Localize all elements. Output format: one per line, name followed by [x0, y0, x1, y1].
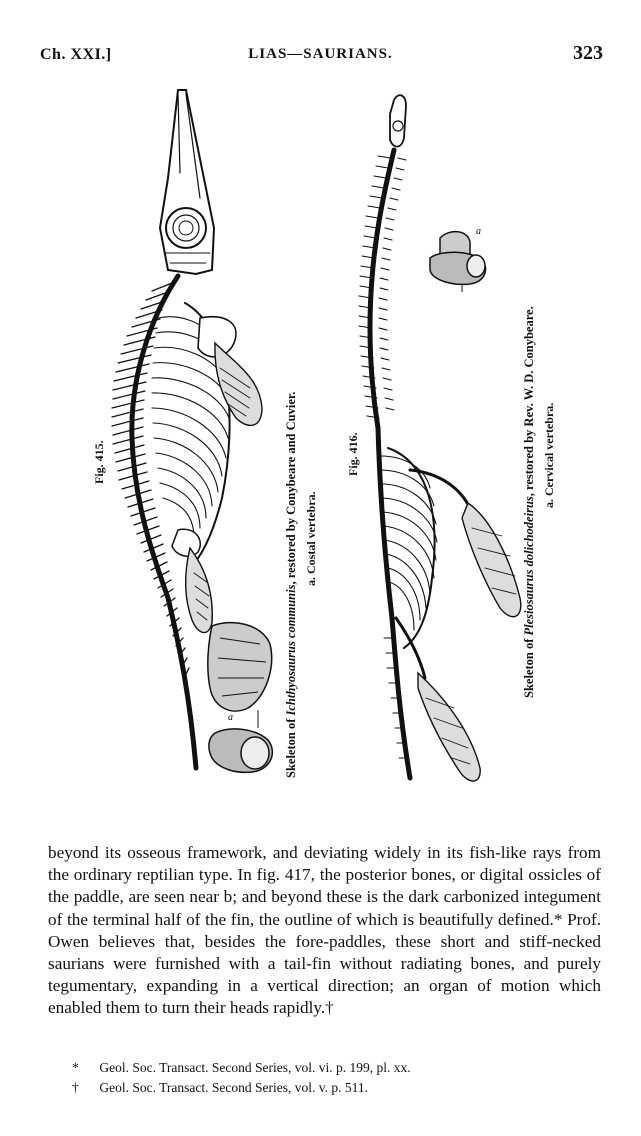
- figure-416-subcaption: a. Cervical vertebra.: [542, 402, 556, 508]
- species-name: Plesiosaurus dolichodeirus: [522, 496, 536, 636]
- footnote-text: Geol. Soc. Transact. Second Series, vol. vi. p. 199, pl. xx.: [99, 1060, 411, 1075]
- costal-vertebra-inset: [208, 623, 273, 773]
- caption-prefix: Skeleton of: [522, 635, 536, 698]
- caption-suffix: , restored by Conybeare and Cuvier.: [284, 391, 298, 585]
- plesiosaurus-skeleton: [359, 95, 521, 781]
- figure-415-subcaption: a. Costal vertebra.: [304, 491, 318, 586]
- footnote-1: [60, 1058, 580, 1078]
- footnote-2: [60, 1078, 580, 1098]
- figure-plate: [0, 78, 641, 828]
- footnote-mark: *: [72, 1060, 79, 1075]
- running-header: [0, 40, 641, 70]
- footnote-mark: †: [72, 1080, 79, 1095]
- caption-suffix: , restored by Rev. W. D. Conybeare.: [522, 306, 536, 497]
- figure-416-number: Fig. 416.: [346, 432, 360, 476]
- species-name: Ichthyosaurus communis: [284, 584, 298, 716]
- cervical-vertebra-inset: [430, 232, 486, 292]
- caption-prefix: Skeleton of: [284, 715, 298, 778]
- figure-415-caption: [282, 392, 300, 778]
- chapter-label: Ch. XXI.]: [40, 46, 112, 63]
- figure-416-caption: [520, 306, 538, 698]
- page-number: 323: [573, 42, 603, 64]
- footnote-text: Geol. Soc. Transact. Second Series, vol. v. p. 511.: [99, 1080, 368, 1095]
- body-paragraph: [48, 842, 601, 1020]
- running-title: LIAS—SAURIANS.: [248, 46, 393, 62]
- paragraph-text: beyond its osseous framework, and deviating widely in its fish-like rays from the ordinary reptilian type. In fig. 417, the posterior bones, or digital ossicles of the paddle, are seen near b; and beyond these is the dark carbonized integument of the terminal half of the fin, the outline of which is beautifully defined.* Prof. Owen believes that, besides the fore-paddles, these short and stiff-necked saurians were furnished with a tail-fin without radiating bones, and purely tegumentary, expanding in a vertical direction; an organ of motion which enabled them to turn their heads rapidly.†: [48, 843, 601, 1018]
- inset-marker-a-415: a: [228, 712, 233, 723]
- inset-marker-a-416: a: [476, 226, 481, 237]
- footnotes: [60, 1058, 580, 1098]
- figure-415-number: Fig. 415.: [92, 440, 106, 484]
